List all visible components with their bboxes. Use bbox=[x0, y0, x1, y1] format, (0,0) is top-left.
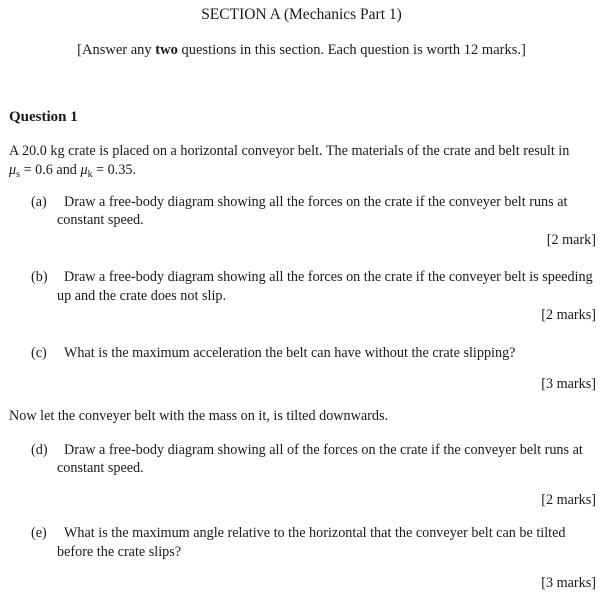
part-b-label: (b) bbox=[31, 269, 48, 285]
part-d-line1 bbox=[31, 440, 583, 460]
instructions-text-start: [Answer any bbox=[77, 42, 156, 58]
instructions-emphasis: two bbox=[155, 42, 178, 58]
part-a-line2: constant speed. bbox=[57, 212, 144, 228]
section-instructions bbox=[0, 40, 603, 60]
part-b-line1 bbox=[31, 267, 593, 287]
part-e-marks: [3 marks] bbox=[541, 575, 596, 591]
part-e-label: (e) bbox=[31, 525, 47, 541]
mu-k-value: = 0.35. bbox=[92, 162, 137, 178]
part-e-text: What is the maximum angle relative to the horizontal that the conveyer belt can be tilted bbox=[64, 525, 566, 541]
mu-s-symbol: μ bbox=[9, 162, 17, 178]
section-title: SECTION A (Mechanics Part 1) bbox=[201, 6, 402, 23]
part-d-text: Draw a free-body diagram showing all of the forces on the crate if the conveyer belt runs at bbox=[64, 442, 583, 458]
part-d-marks: [2 marks] bbox=[541, 492, 596, 508]
part-b-line2: up and the crate does not slip. bbox=[57, 288, 227, 304]
part-d-label: (d) bbox=[31, 442, 48, 458]
part-c-label: (c) bbox=[31, 345, 47, 361]
part-c-text: What is the maximum acceleration the belt can have without the crate slipping? bbox=[64, 345, 516, 361]
mu-k-subscript: k bbox=[87, 169, 93, 180]
part-e-line1 bbox=[31, 523, 566, 543]
mu-k-symbol: μ bbox=[80, 162, 88, 178]
mu-s-subscript: s bbox=[16, 169, 21, 180]
part-e-line2: before the crate slips? bbox=[57, 544, 182, 560]
part-a-line1 bbox=[31, 192, 567, 212]
part-d-line2: constant speed. bbox=[57, 460, 144, 476]
part-c-line1 bbox=[31, 343, 515, 363]
part-a-text: Draw a free-body diagram showing all the forces on the crate if the conveyer belt runs at bbox=[64, 194, 568, 210]
question-intro-line2 bbox=[9, 160, 136, 185]
part-b-marks: [2 marks] bbox=[541, 307, 596, 323]
tilt-statement: Now let the conveyer belt with the mass on it, is tilted downwards. bbox=[9, 408, 389, 424]
instructions-text-end: questions in this section. Each question is worth 12 marks.] bbox=[177, 42, 526, 58]
question-intro-line1: A 20.0 kg crate is placed on a horizontal conveyor belt. The materials of the crate and belt result in bbox=[9, 143, 570, 159]
part-b-text: Draw a free-body diagram showing all the forces on the crate if the conveyer belt is speeding bbox=[64, 269, 593, 285]
part-a-label: (a) bbox=[31, 194, 47, 210]
question-title: Question 1 bbox=[9, 109, 78, 125]
part-a-marks: [2 mark] bbox=[546, 232, 596, 248]
mu-s-value: = 0.6 and bbox=[20, 162, 81, 178]
part-c-marks: [3 marks] bbox=[541, 376, 596, 392]
